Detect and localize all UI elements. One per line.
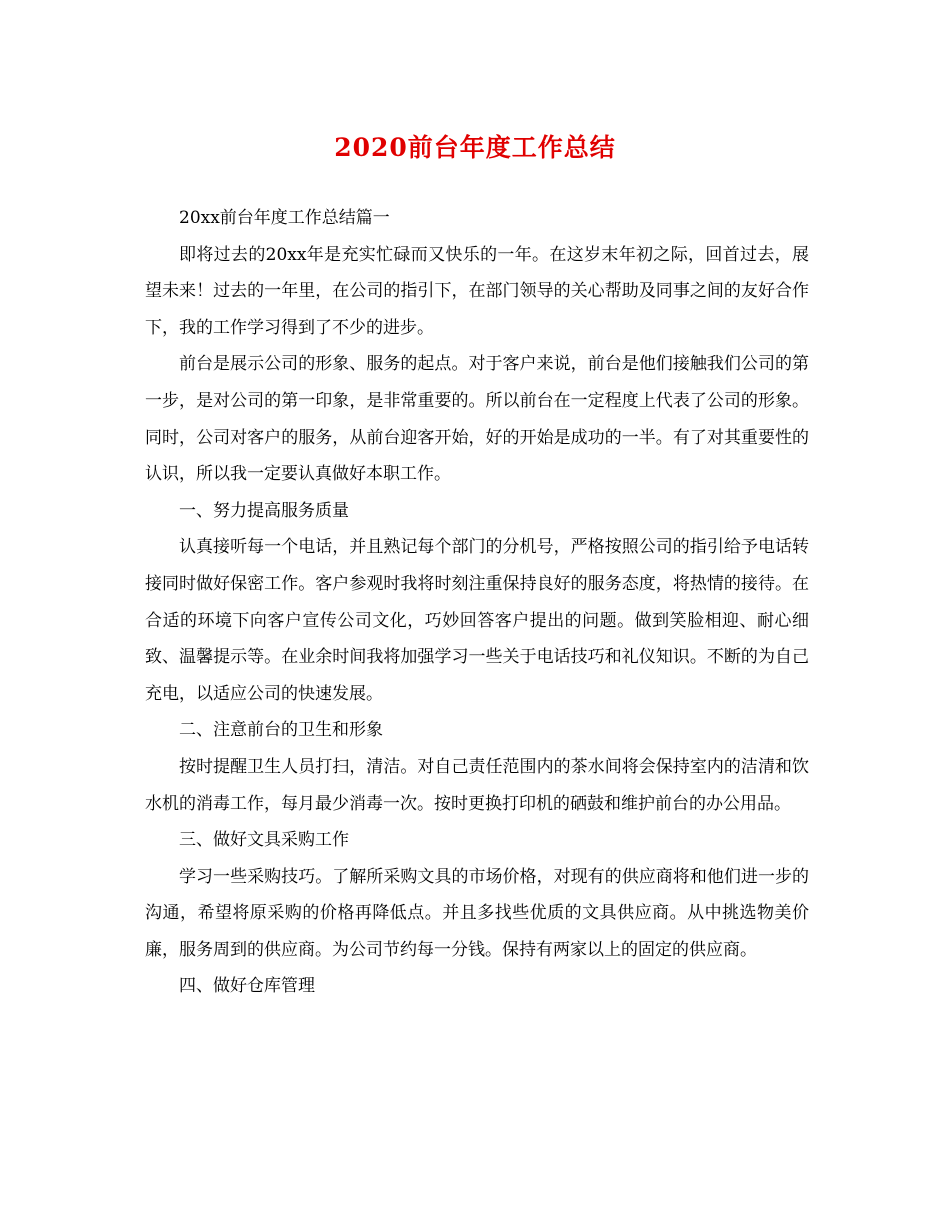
paragraph: 按时提醒卫生人员打扫，清洁。对自己责任范围内的茶水间将会保持室内的洁清和饮水机的消毒工作，每月最少消毒一次。按时更换打印机的硒鼓和维护前台的办公用品。: [145, 756, 809, 814]
section-heading: 二、注意前台的卫生和形象: [179, 720, 383, 741]
paragraph: 前台是展示公司的形象、服务的起点。对于客户来说，前台是他们接触我们公司的第一步，是对公司的第一印象，是非常重要的。所以前台在一定程度上代表了公司的形象。同时，公司对客户的服务，从前台迎客开始，好的开始是成功的一半。有了对其重要性的认识，所以我一定要认真做好本职工作。: [145, 354, 809, 485]
paragraph: 即将过去的20xx年是充实忙碌而又快乐的一年。在这岁末年初之际，回首过去，展望未来！过去的一年里，在公司的指引下，在部门领导的关心帮助及同事之间的友好合作下，我的工作学习得到了不少的进步。: [145, 244, 809, 338]
section-heading: 一、努力提高服务质量: [179, 500, 349, 521]
document-body: [145, 200, 809, 1005]
section-heading: 四、做好仓库管理: [179, 976, 315, 997]
document-title: 2020前台年度工作总结: [334, 133, 616, 162]
section-heading: 三、做好文具采购工作: [179, 830, 349, 851]
section-heading: 20xx前台年度工作总结篇一: [179, 208, 390, 228]
paragraph: 认真接听每一个电话，并且熟记每个部门的分机号，严格按照公司的指引给予电话转接同时做好保密工作。客户参观时我将时刻注重保持良好的服务态度，将热情的接待。在合适的环境下向客户宣传公司文化，巧妙回答客户提出的问题。做到笑脸相迎、耐心细致、温馨提示等。在业余时间我将加强学习一些关于电话技巧和礼仪知识。不断的为自己充电，以适应公司的快速发展。: [145, 537, 809, 704]
paragraph: 学习一些采购技巧。了解所采购文具的市场价格，对现有的供应商将和他们进一步的沟通，希望将原采购的价格再降低点。并且多找些优质的文具供应商。从中挑选物美价廉，服务周到的供应商。为公司节约每一分钱。保持有两家以上的固定的供应商。: [145, 866, 809, 960]
